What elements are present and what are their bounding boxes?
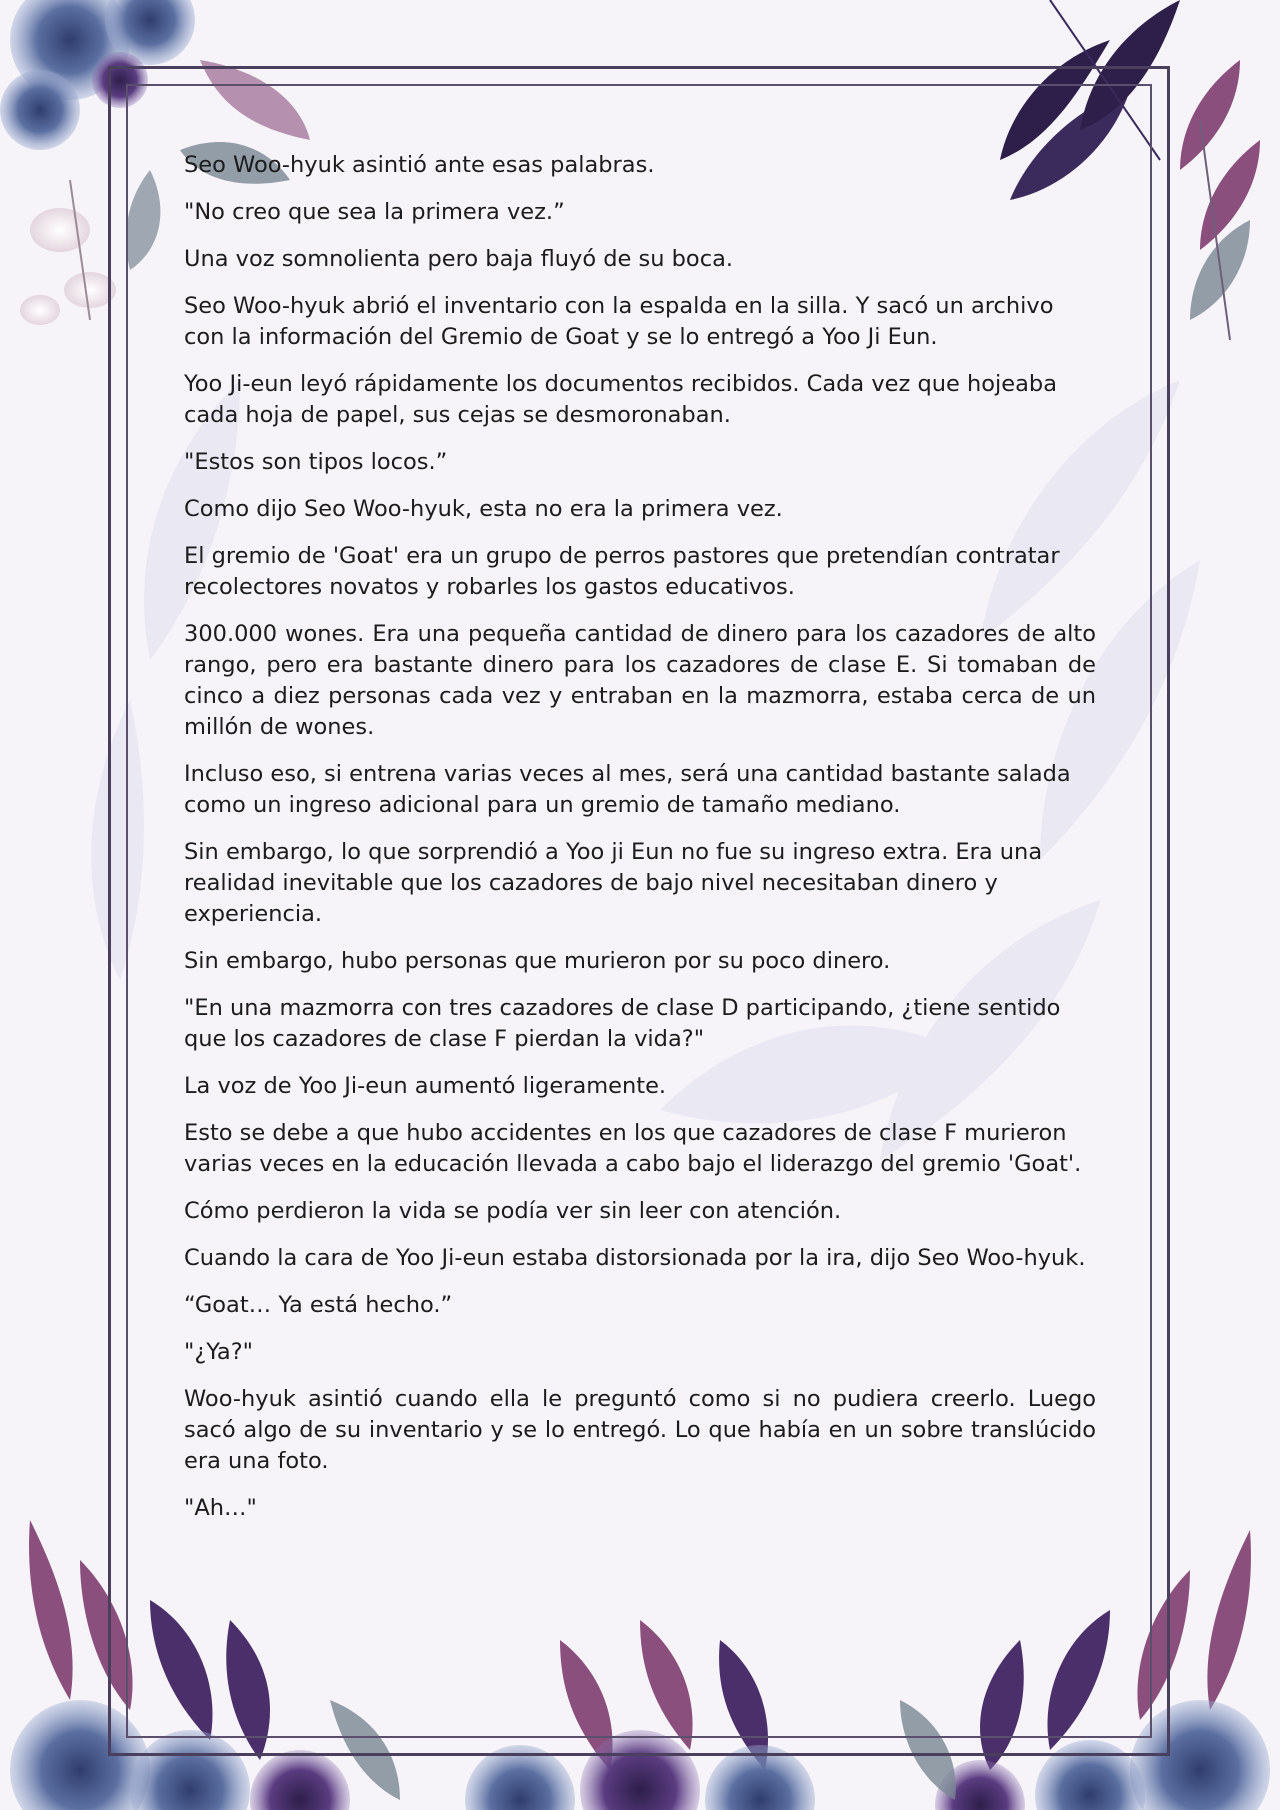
paragraph: "Ah…" [184,1495,257,1521]
paragraph: Esto se debe a que hubo accidentes en los que cazadores de clase F murieron varias veces en la educación llevada a cabo bajo el liderazgo del gremio 'Goat'. [184,1120,1082,1177]
paragraph: "Estos son tipos locos.” [184,449,448,475]
paragraph: Sin embargo, hubo personas que murieron por su poco dinero. [184,948,891,974]
paragraph: Yoo Ji-eun leyó rápidamente los documentos recibidos. Cada vez que hojeaba cada hoja de papel, sus cejas se desmoronaban. [184,371,1058,428]
paragraph: “Goat… Ya está hecho.” [184,1292,453,1318]
paragraph: Seo Woo-hyuk asintió ante esas palabras. [184,152,655,178]
paragraph: La voz de Yoo Ji-eun aumentó ligeramente. [184,1073,667,1099]
paragraph: "¿Ya?" [184,1339,254,1365]
paragraph: Woo-hyuk asintió cuando ella le preguntó como si no pudiera creerlo. Luego sacó algo de su inventario y se lo entregó. Lo que había en un sobre translúcido era una foto. [184,1386,1096,1474]
paragraph: Seo Woo-hyuk abrió el inventario con la espalda en la silla. Y sacó un archivo con la información del Gremio de Goat y se lo entregó a Yoo Ji Eun. [184,293,1054,350]
paragraph: Una voz somnolienta pero baja fluyó de su boca. [184,246,734,272]
paragraph: El gremio de 'Goat' era un grupo de perros pastores que pretendían contratar recolectores novatos y robarles los gastos educativos. [184,543,1060,600]
paragraph: "En una mazmorra con tres cazadores de clase D participando, ¿tiene sentido que los cazadores de clase F pierdan la vida?" [184,995,1061,1052]
paragraph: 300.000 wones. Era una pequeña cantidad de dinero para los cazadores de alto rango, pero era bastante dinero para los cazadores de clase E. Si tomaban de cinco a diez personas cada vez y entraban en la mazmorra, estaba cerca de un millón de wones. [184,621,1096,740]
paragraph: Cómo perdieron la vida se podía ver sin leer con atención. [184,1198,842,1224]
paragraph: Sin embargo, lo que sorprendió a Yoo ji Eun no fue su ingreso extra. Era una realidad inevitable que los cazadores de bajo nivel necesitaban dinero y experiencia. [184,839,1043,927]
paragraph: Cuando la cara de Yoo Ji-eun estaba distorsionada por la ira, dijo Seo Woo-hyuk. [184,1245,1086,1271]
paragraph: "No creo que sea la primera vez.” [184,199,565,225]
story-text [184,150,1096,1540]
paragraph: Incluso eso, si entrena varias veces al mes, será una cantidad bastante salada como un ingreso adicional para un gremio de tamaño mediano. [184,761,1071,818]
paragraph: Como dijo Seo Woo-hyuk, esta no era la primera vez. [184,496,783,522]
